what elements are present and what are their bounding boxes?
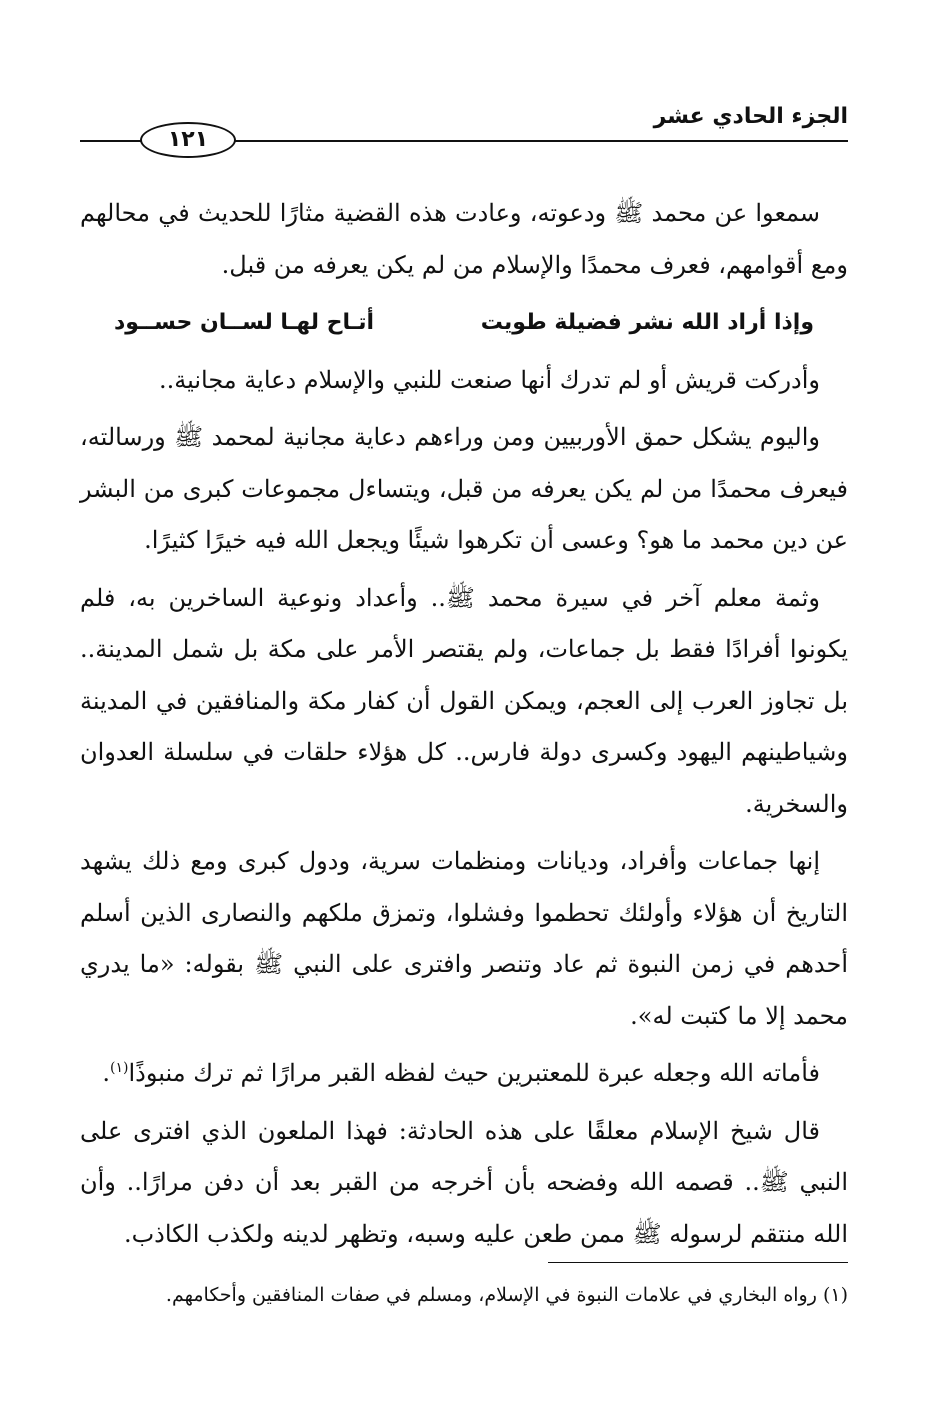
paragraph: إنها جماعات وأفراد، وديانات ومنظمات سرية، ودول كبرى ومع ذلك يشهد التاريخ أن هؤلاء وأولئك تحطموا وفشلوا، وتمزق ملكهم والنصارى الذين أسلم أحدهم في زمن النبوة ثم عاد وتنصر وافترى على النبي ﷺ بقوله: «ما يدري محمد إلا ما كتبت له». xyxy=(80,847,848,1030)
footnote-separator xyxy=(548,1262,848,1263)
paragraph: وأدركت قريش أو لم تدرك أنها صنعت للنبي والإسلام دعاية مجانية.. xyxy=(158,365,820,394)
paragraph: وثمة معلم آخر في سيرة محمد ﷺ.. وأعداد ونوعية الساخرين به، فلم يكونوا أفرادًا فقط بل جماعات، ولم يقتصر الأمر على مكة بل شمل المدينة.. بل تجاوز العرب إلى العجم، ويمكن القول أن كفار مكة والمنافقين في المدينة وشياطينهم اليهود وكسرى دولة فارس.. كل هؤلاء حلقات في سلسلة العدوان والسخرية. xyxy=(80,583,848,818)
footnote: (١) رواه البخاري في علامات النبوة في الإسلام، ومسلم في صفات المنافقين وأحكامهم. xyxy=(165,1284,848,1306)
running-title: الجزء الحادي عشر xyxy=(653,104,848,129)
poetry-verse xyxy=(80,297,848,349)
page-number: ١٢١ xyxy=(140,122,236,158)
paragraph: واليوم يشكل حمق الأوربيين ومن وراءهم دعاية مجانية لمحمد ﷺ ورسالته، فيعرف محمدًا من لم يكن يعرفه من قبل، ويتساءل مجموعات كبرى من البشر عن دين محمد ما هو؟ وعسى أن تكرهوا شيئًا ويجعل الله فيه خيرًا كثيرًا. xyxy=(80,423,848,554)
body-text xyxy=(80,188,848,1266)
paragraph: قال شيخ الإسلام معلقًا على هذه الحادثة: فهذا الملعون الذي افترى على النبي ﷺ.. قصمه الله وفضحه بأن أخرجه من القبر بعد أن دفن مرارًا.. وأن الله منتقم لرسوله ﷺ ممن طعن عليه وسبه، وتظهر لدينه ولكذب الكاذب. xyxy=(80,1116,848,1248)
verse-first-hemistich: وإذا أراد الله نشر فضيلة طويت xyxy=(480,310,814,335)
paragraph-text: فأماته الله وجعله عبرة للمعتبرين حيث لفظه القبر مرارًا ثم ترك منبوذًا xyxy=(128,1059,820,1087)
paragraph xyxy=(80,1048,848,1100)
paragraph-end: . xyxy=(102,1059,110,1087)
verse-second-hemistich: أتـاح لهـا لســان حســود xyxy=(114,310,375,335)
page-header xyxy=(80,100,848,160)
footnote-marker: (١) xyxy=(110,1060,129,1076)
paragraph: سمعوا عن محمد ﷺ ودعوته، وعادت هذه القضية مثارًا للحديث في محالهم ومع أقوامهم، فعرف محمدًا والإسلام من لم يكن يعرفه من قبل. xyxy=(80,199,848,279)
